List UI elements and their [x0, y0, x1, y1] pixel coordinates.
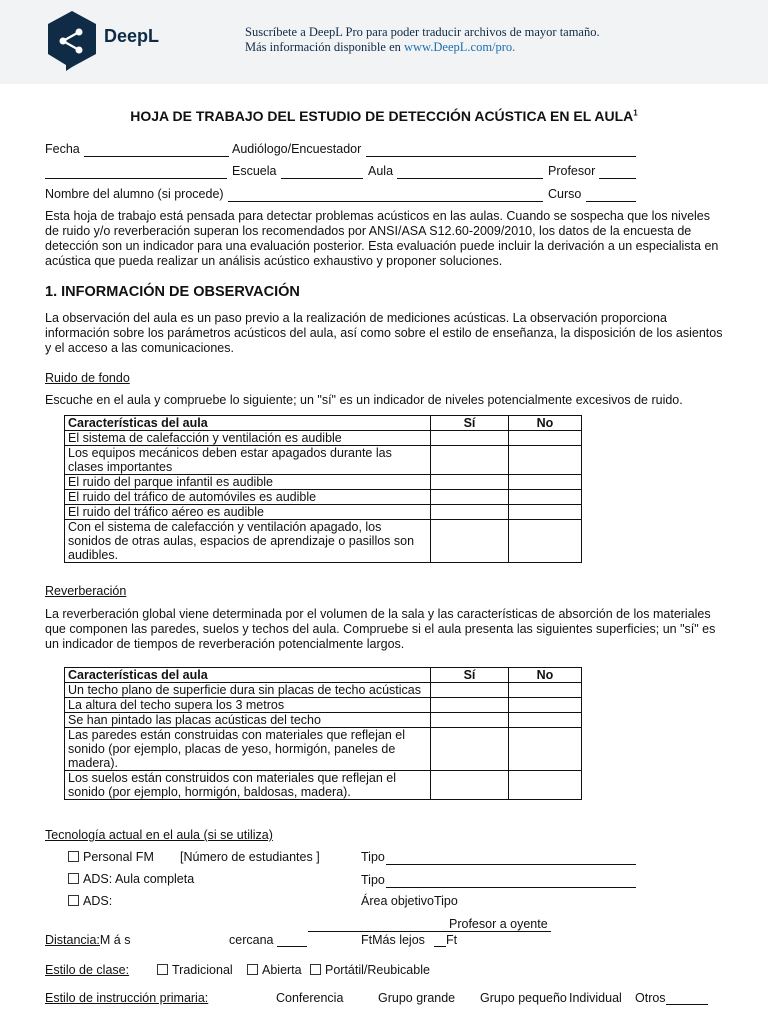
- row-text: Los equipos mecánicos deben estar apagados durante las clases importantes: [65, 446, 431, 475]
- field-fecha[interactable]: [84, 156, 229, 157]
- no-cell[interactable]: [509, 728, 582, 771]
- row-text: El sistema de calefacción y ventilación es audible: [65, 431, 431, 446]
- option-individual[interactable]: Individual: [569, 991, 622, 1005]
- label-audiologo: Audiólogo/Encuestador: [232, 142, 362, 156]
- personal-fm-option: [68, 850, 154, 864]
- field-otros[interactable]: [666, 1004, 708, 1005]
- area-objetivo: Área objetivoTipo: [361, 894, 458, 908]
- yes-cell[interactable]: [431, 505, 509, 520]
- table-row: [65, 713, 582, 728]
- col-feature: Características del aula: [65, 668, 431, 683]
- reverb-heading: Reverberación: [45, 584, 127, 598]
- field-tipo-1[interactable]: [386, 864, 636, 865]
- option-conferencia[interactable]: Conferencia: [276, 991, 344, 1005]
- option-label: Abierta: [262, 963, 302, 977]
- noise-table: [64, 415, 582, 563]
- table-row: [65, 698, 582, 713]
- class-style-option: [247, 963, 302, 977]
- field-audiologo[interactable]: [366, 156, 636, 157]
- profesor-oyente: Profesor a oyente: [449, 917, 548, 931]
- no-cell[interactable]: [509, 683, 582, 698]
- no-cell[interactable]: [509, 713, 582, 728]
- distancia-text: Distancia:: [45, 933, 100, 947]
- field-profesor-oyente[interactable]: [308, 931, 551, 932]
- no-cell[interactable]: [509, 771, 582, 800]
- class-style-option: [157, 963, 233, 977]
- class-style-label: Estilo de clase:: [45, 963, 130, 977]
- yes-cell[interactable]: [431, 475, 509, 490]
- yes-cell[interactable]: [431, 683, 509, 698]
- tech-heading: Tecnología actual en el aula (si se utiliza): [45, 828, 273, 842]
- col-yes: Sí: [431, 668, 509, 683]
- promo-line-2: [245, 40, 600, 55]
- ads-aula-label: ADS: Aula completa: [83, 872, 195, 886]
- table-row: [65, 431, 582, 446]
- title-text: HOJA DE TRABAJO DEL ESTUDIO DE DETECCIÓN ACÚSTICA EN EL AULA: [130, 108, 634, 124]
- table-row: [65, 446, 582, 475]
- promo-link[interactable]: www.DeepL.com/pro.: [404, 40, 516, 54]
- col-no: No: [509, 416, 582, 431]
- no-cell[interactable]: [509, 520, 582, 563]
- section-paragraph: La observación del aula es un paso previo a la realización de mediciones acústicas. La observación proporciona información sobre los parámetros acústicos del aula, así como sobre el estilo de enseñanza, la disposición de los asientos y el acceso a las comunicaciones.: [45, 311, 723, 355]
- title-footnote: 1: [633, 108, 638, 118]
- option-otros[interactable]: Otros: [635, 991, 666, 1005]
- field-blank[interactable]: [45, 178, 227, 179]
- page-title: [0, 108, 768, 124]
- row-text: Un techo plano de superficie dura sin placas de techo acústicas: [65, 683, 431, 698]
- row-text: Se han pintado las placas acústicas del techo: [65, 713, 431, 728]
- yes-cell[interactable]: [431, 520, 509, 563]
- cercana-label: cercana: [229, 933, 274, 947]
- ads-option: [68, 894, 112, 908]
- yes-cell[interactable]: [431, 728, 509, 771]
- field-cercana[interactable]: [277, 946, 307, 947]
- col-yes: Sí: [431, 416, 509, 431]
- label-profesor: Profesor: [548, 164, 596, 178]
- no-cell[interactable]: [509, 698, 582, 713]
- reverb-table: [64, 667, 582, 800]
- option-grupo-pequeno[interactable]: Grupo pequeño: [480, 991, 567, 1005]
- yes-cell[interactable]: [431, 431, 509, 446]
- row-text: Las paredes están construidas con materiales que reflejan el sonido (por ejemplo, placas de yeso, hormigón, paneles de madera).: [65, 728, 431, 771]
- ft-label: Ft: [446, 933, 458, 947]
- row-text: El ruido del parque infantil es audible: [65, 475, 431, 490]
- yes-cell[interactable]: [431, 713, 509, 728]
- num-estudiantes: [Número de estudiantes ]: [180, 850, 320, 864]
- yes-cell[interactable]: [431, 490, 509, 505]
- row-text: El ruido del tráfico aéreo es audible: [65, 505, 431, 520]
- no-cell[interactable]: [509, 490, 582, 505]
- promo-line-1: Suscríbete a DeepL Pro para poder traducir archivos de mayor tamaño.: [245, 25, 600, 39]
- noise-instruction: Escuche en el aula y compruebe lo siguiente; un "sí" es un indicador de niveles potencialmente excesivos de ruido.: [45, 393, 683, 407]
- instruction-style-label: Estilo de instrucción primaria:: [45, 991, 209, 1005]
- no-cell[interactable]: [509, 446, 582, 475]
- table-row: [65, 475, 582, 490]
- table-header: [65, 416, 582, 431]
- label-nombre-alumno: Nombre del alumno (si procede): [45, 187, 224, 201]
- ads-aula-option: [68, 872, 194, 886]
- field-mas-lejos[interactable]: [434, 946, 446, 947]
- col-feature: Características del aula: [65, 416, 431, 431]
- mas-text: M á s: [99, 933, 131, 947]
- field-aula[interactable]: [397, 178, 543, 179]
- row-text: Los suelos están construidos con materiales que reflejan el sonido (por ejemplo, hormigón, baldosas, madera).: [65, 771, 431, 800]
- label-tipo-2: Tipo: [361, 873, 385, 887]
- label-fecha: Fecha: [45, 142, 80, 156]
- section-heading: 1. INFORMACIÓN DE OBSERVACIÓN: [45, 284, 300, 300]
- yes-cell[interactable]: [431, 446, 509, 475]
- table-row: [65, 520, 582, 563]
- ads-aula-checkbox[interactable]: [68, 873, 79, 884]
- class-style-option: [310, 963, 430, 977]
- row-text: La altura del techo supera los 3 metros: [65, 698, 431, 713]
- col-no: No: [509, 668, 582, 683]
- table-row: [65, 683, 582, 698]
- personal-fm-label: Personal FM: [83, 850, 154, 864]
- noise-heading: Ruido de fondo: [45, 371, 130, 385]
- reverb-instruction: La reverberación global viene determinada por el volumen de la sala y las características de absorción de los materiales que componen las paredes, suelos y techos del aula. Compruebe si el aula presenta las siguientes superficies; un "sí" es un indicador de tiempos de reverberación potencialmente largos.: [45, 607, 716, 651]
- label-curso: Curso: [548, 187, 582, 201]
- promo-prefix: Más información disponible en: [245, 40, 404, 54]
- personal-fm-checkbox[interactable]: [68, 851, 79, 862]
- table-header: [65, 668, 582, 683]
- field-escuela[interactable]: [281, 178, 363, 179]
- field-nombre-alumno[interactable]: [228, 201, 543, 202]
- table-row: [65, 728, 582, 771]
- ads-label: ADS:: [83, 894, 113, 908]
- label-escuela: Escuela: [232, 164, 277, 178]
- row-text: Con el sistema de calefacción y ventilación apagado, los sonidos de otras aulas, espacios de aprendizaje o pasillos son audibles.: [65, 520, 431, 563]
- field-curso[interactable]: [586, 201, 636, 202]
- abierta-checkbox[interactable]: [247, 964, 258, 975]
- promo-text: [245, 25, 600, 55]
- no-cell[interactable]: [509, 475, 582, 490]
- table-row: [65, 505, 582, 520]
- intro-paragraph: Esta hoja de trabajo está pensada para detectar problemas acústicos en las aulas. Cuando se sospecha que los niveles de ruido y/o reverberación superan los recomendados por ANSI/ASA S12.60-2009/2010, los datos de la encuesta de detección son un indicador para una evaluación posterior. Esta evaluación puede incluir la derivación a un especialista en acústica que pueda realizar un análisis acústico exhaustivo y proponer soluciones.: [45, 209, 719, 268]
- row-text: El ruido del tráfico de automóviles es audible: [65, 490, 431, 505]
- deepl-logo-icon: [46, 10, 98, 72]
- field-tipo-2[interactable]: [386, 887, 636, 888]
- tradicional-checkbox[interactable]: [157, 964, 168, 975]
- field-profesor[interactable]: [599, 178, 636, 179]
- no-cell[interactable]: [509, 505, 582, 520]
- portatil-checkbox[interactable]: [310, 964, 321, 975]
- label-aula: Aula: [368, 164, 394, 178]
- option-label: Portátil/Reubicable: [325, 963, 430, 977]
- table-row: [65, 490, 582, 505]
- no-cell[interactable]: [509, 431, 582, 446]
- deepl-logo-text: DeepL: [104, 26, 160, 46]
- yes-cell[interactable]: [431, 698, 509, 713]
- option-label: Tradicional: [172, 963, 233, 977]
- deepl-banner: [0, 0, 768, 84]
- label-tipo-1: Tipo: [361, 850, 385, 864]
- yes-cell[interactable]: [431, 771, 509, 800]
- distancia-label: [45, 933, 130, 947]
- option-grupo-grande[interactable]: Grupo grande: [378, 991, 456, 1005]
- ads-checkbox[interactable]: [68, 895, 79, 906]
- ft-mas-lejos: FtMás lejos: [361, 933, 425, 947]
- table-row: [65, 771, 582, 800]
